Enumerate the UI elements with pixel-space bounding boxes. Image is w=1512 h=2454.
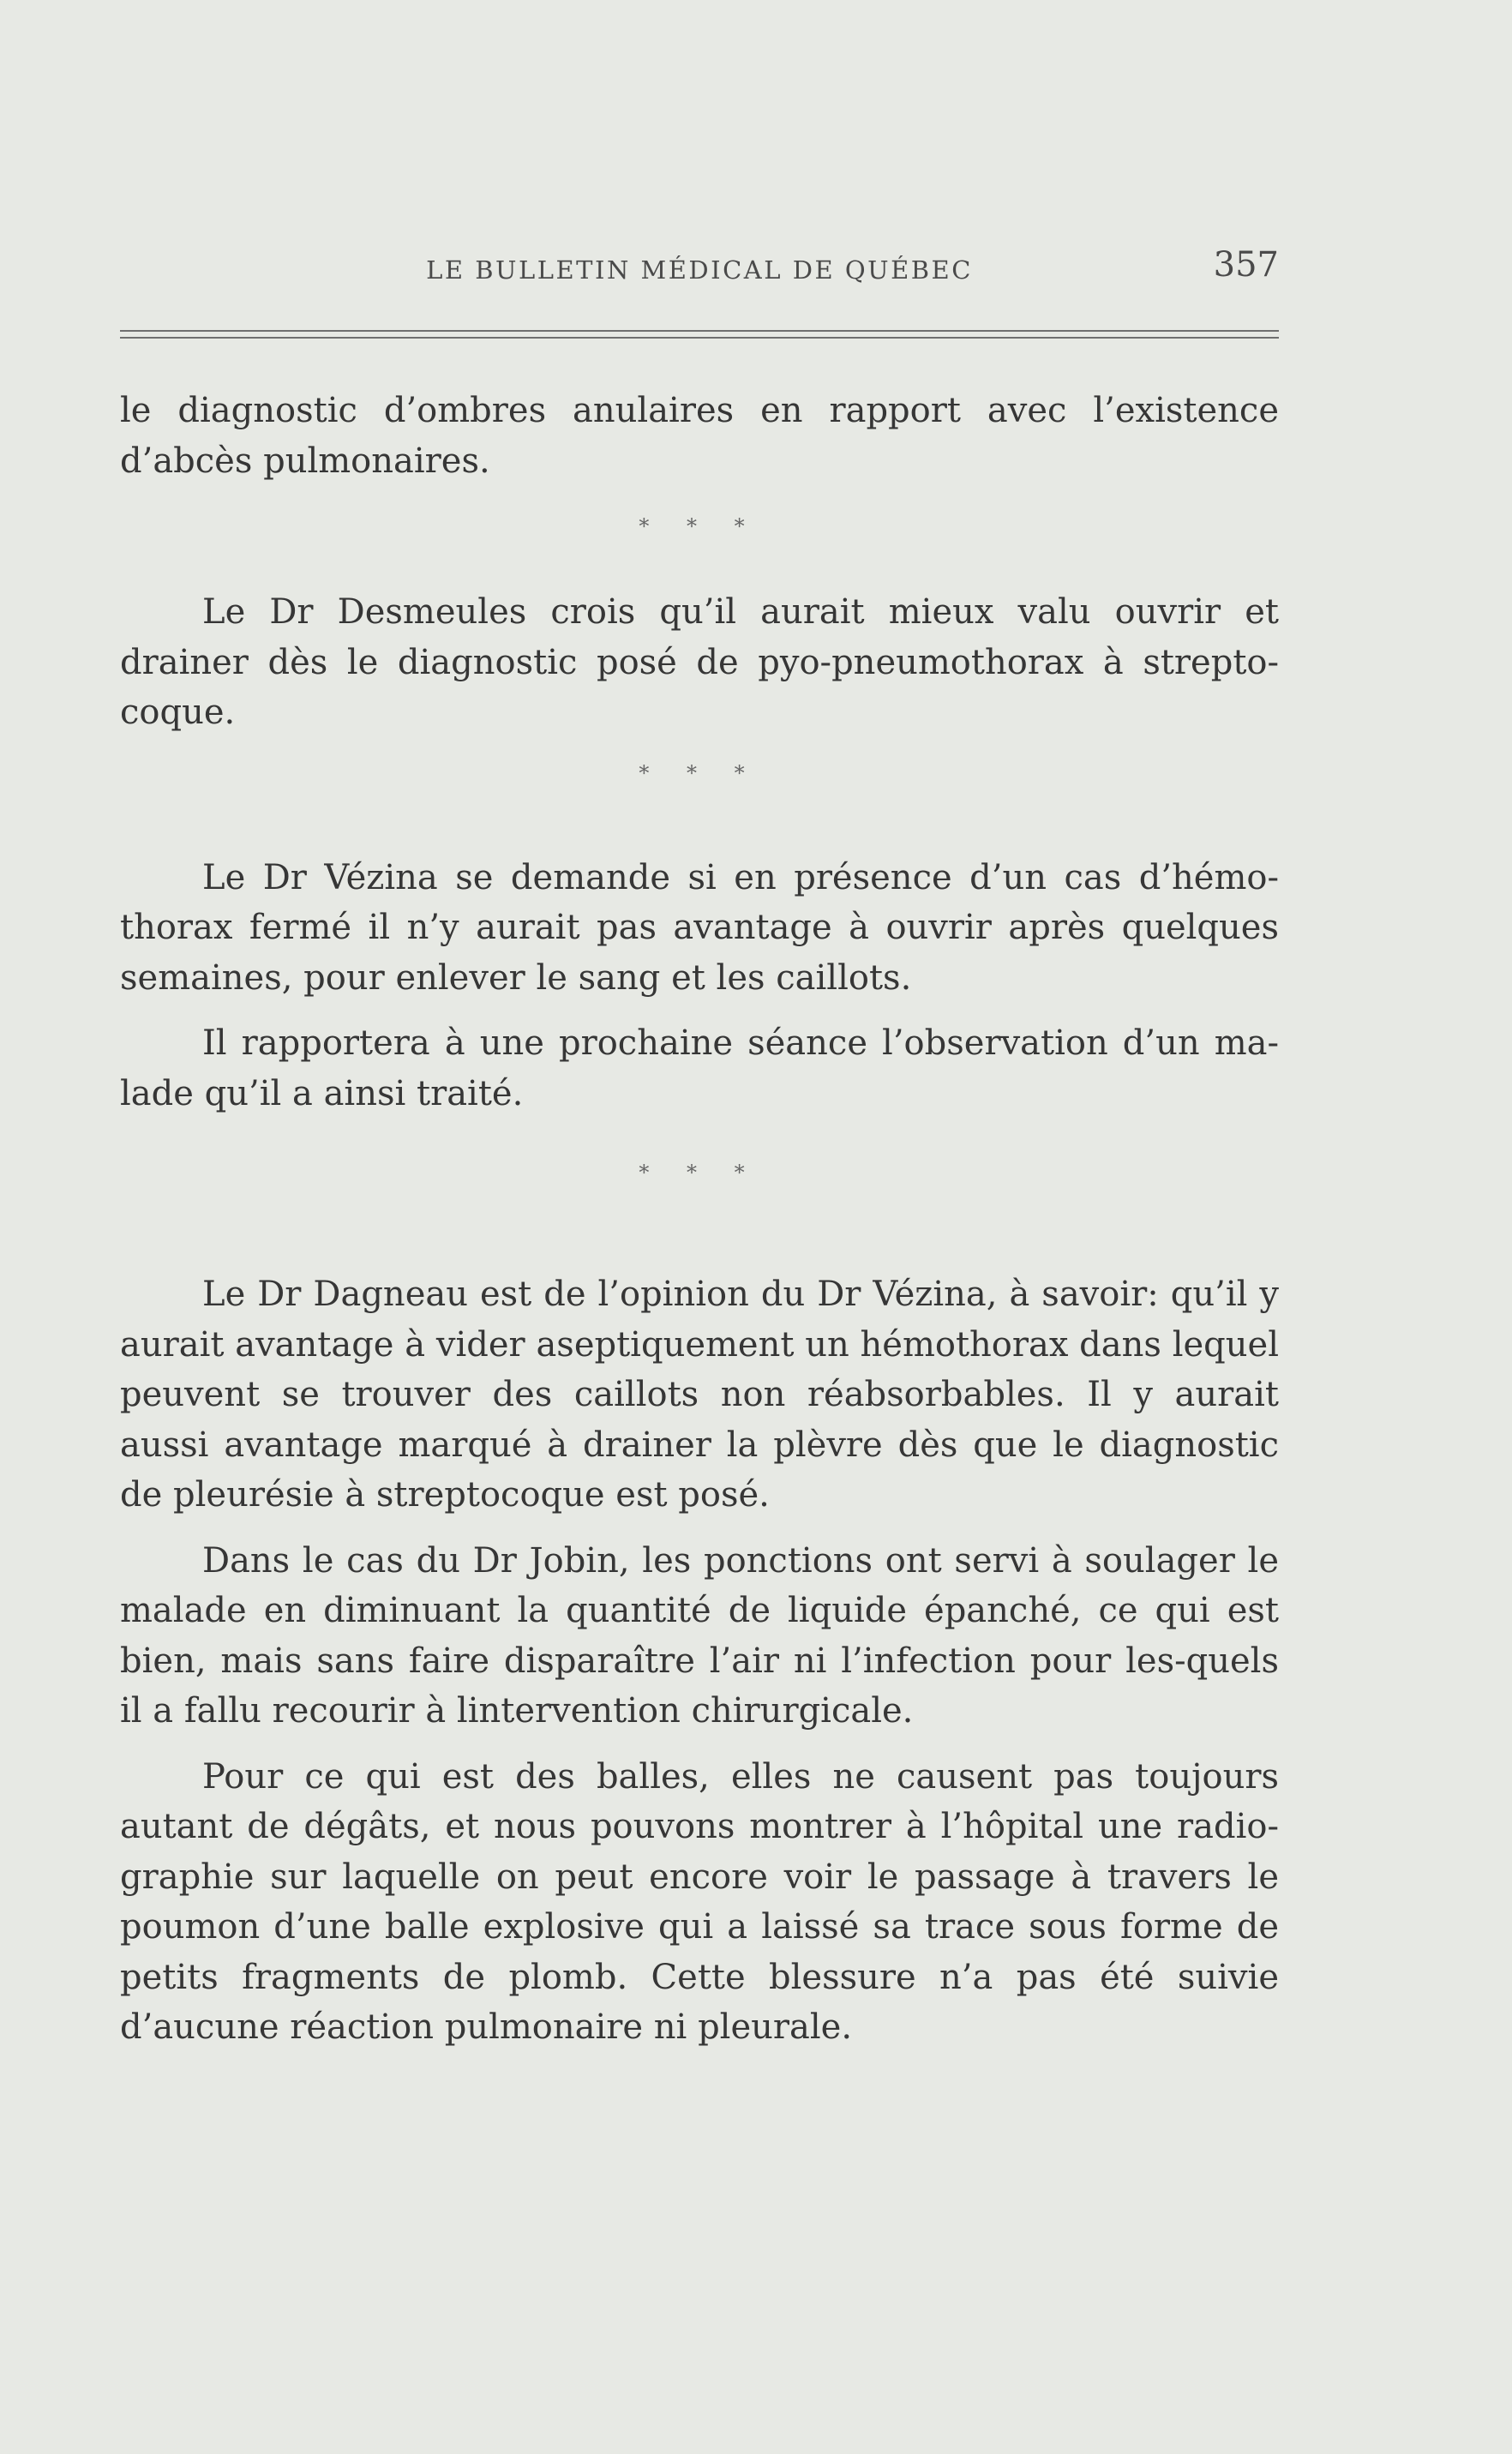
- section-separator: * * *: [639, 1161, 760, 1185]
- running-title: LE BULLETIN MÉDICAL DE QUÉBEC: [426, 255, 973, 285]
- paragraph-5: Le Dr Dagneau est de l’opinion du Dr Vézina, à savoir: qu’il y aurait avantage à vider aseptiquement un hémothorax dans lequel peuvent se trouver des caillots non réabsorbables. Il y aurait aussi avantage marqué à drainer la plèvre dès que le diagnostic de pleurésie à streptocoque est posé.: [120, 1275, 1279, 1515]
- header-rule-top: [120, 330, 1279, 332]
- paragraph-7: Pour ce qui est des balles, elles ne causent pas toujours autant de dégâts, et nous pouvons montrer à l’hôpital une radio-graphie sur laquelle on peut encore voir le passage à travers le poumon d’une balle explosive qui a laissé sa trace sous forme de petits fragments de plomb. Cette blessure n’a pas été suivie d’aucune réaction pulmonaire ni pleurale.: [120, 1756, 1279, 2047]
- page-number: 357: [1213, 245, 1279, 285]
- article-body: [120, 386, 1279, 2053]
- paragraph-4: Il rapportera à une prochaine séance l’observation d’un ma-lade qu’il a ainsi traité.: [120, 1023, 1279, 1113]
- paragraph-1: le diagnostic d’ombres anulaires en rapport avec l’existence d’abcès pulmonaires.: [120, 391, 1279, 481]
- paragraph-3: Le Dr Vézina se demande si en présence d’un cas d’hémo-thorax fermé il n’y aurait pas avantage à ouvrir après quelques semaines, pour enlever le sang et les caillots.: [120, 857, 1279, 998]
- page-header: [120, 245, 1279, 297]
- section-separator: * * *: [639, 760, 760, 785]
- paragraph-2: Le Dr Desmeules crois qu’il aurait mieux valu ouvrir et drainer dès le diagnostic posé de pyo-pneumothorax à strepto-coque.: [120, 592, 1279, 732]
- header-rule-bottom: [120, 337, 1279, 339]
- section-separator: * * *: [639, 514, 760, 538]
- paragraph-6: Dans le cas du Dr Jobin, les ponctions ont servi à soulager le malade en diminuant la quantité de liquide épanché, ce qui est bien, mais sans faire disparaître l’air ni l’infection pour les-quels il a fallu recourir à lintervention chirurgicale.: [120, 1540, 1279, 1731]
